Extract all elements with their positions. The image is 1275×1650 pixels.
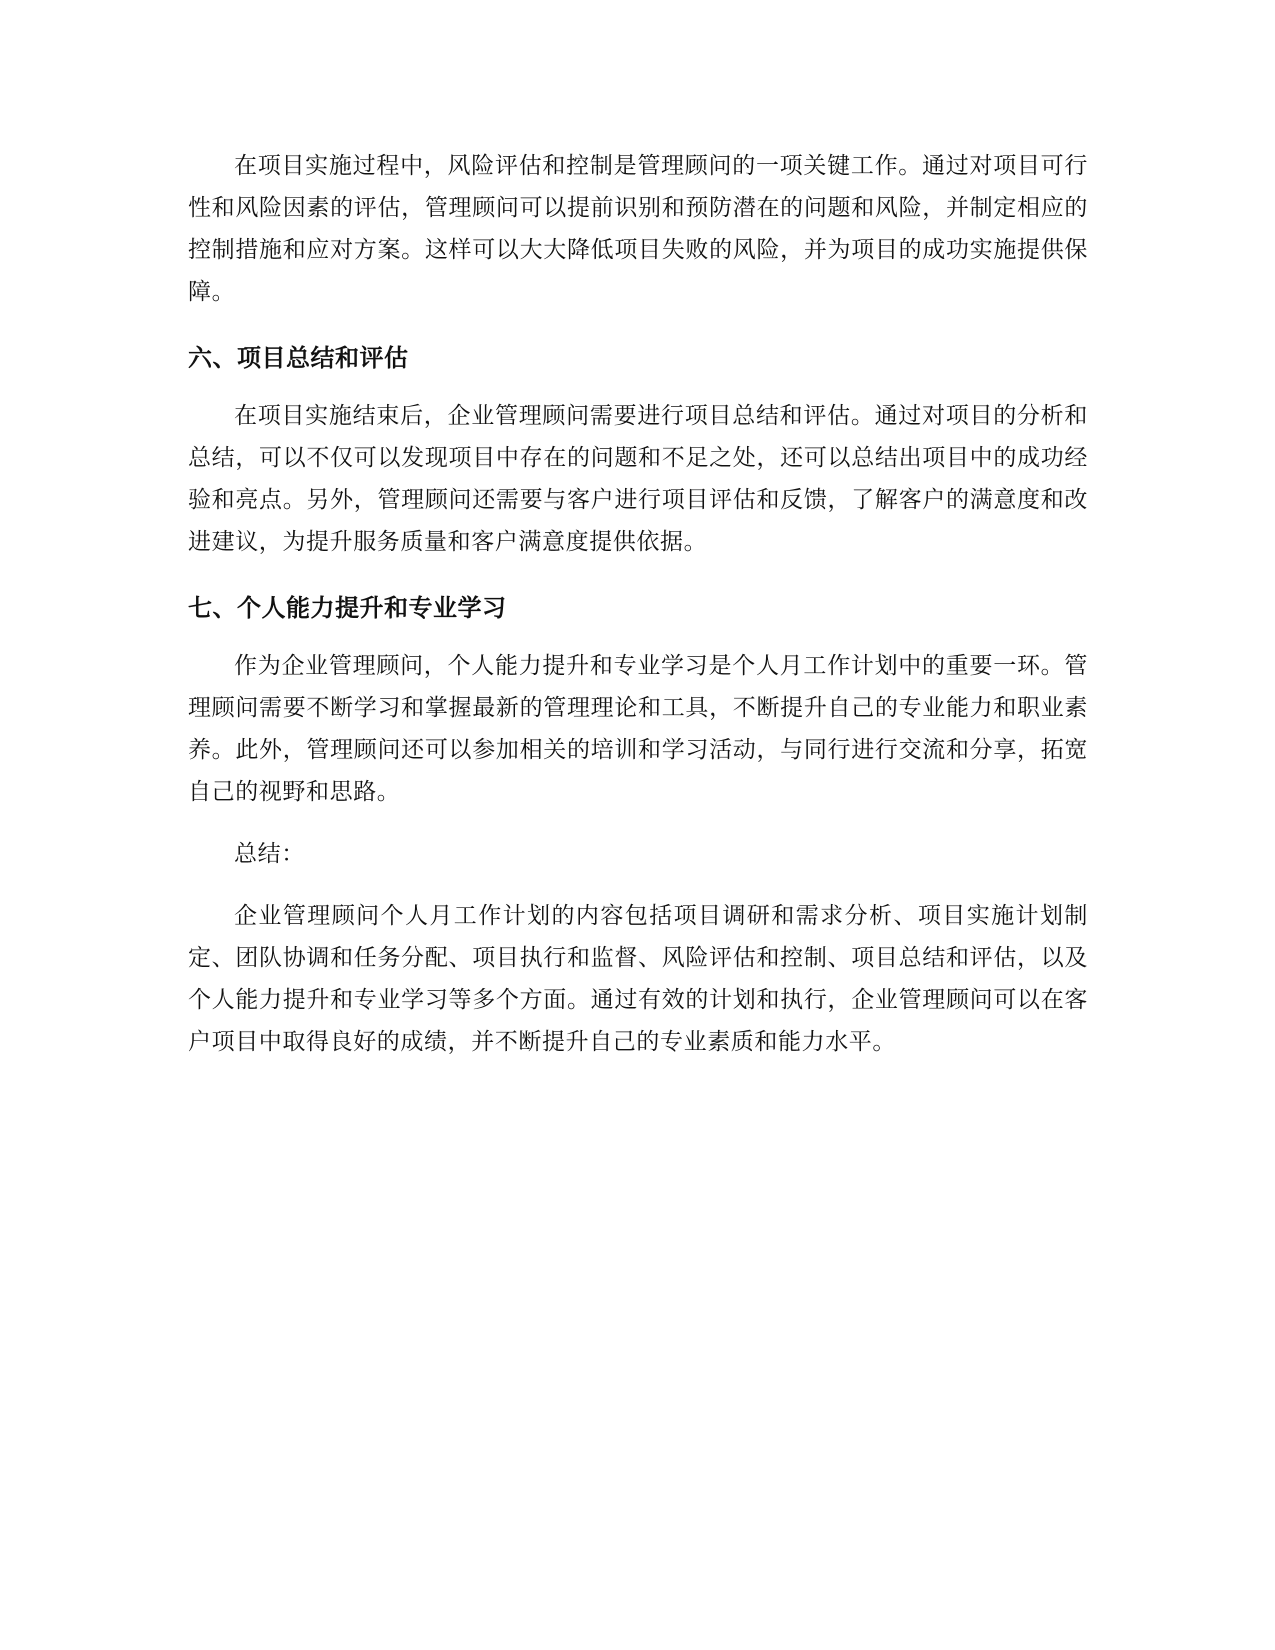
paragraph-summary: 企业管理顾问个人月工作计划的内容包括项目调研和需求分析、项目实施计划制定、团队协调和任务分配、项目执行和监督、风险评估和控制、项目总结和评估，以及个人能力提升和专业学习等多个方面。通过有效的计划和执行，企业管理顾问可以在客户项目中取得良好的成绩，并不断提升自己的专业素质和能力水平。 bbox=[188, 903, 1088, 1055]
paragraph-risk-control: 在项目实施过程中，风险评估和控制是管理顾问的一项关键工作。通过对项目可行性和风险因素的评估，管理顾问可以提前识别和预防潜在的问题和风险，并制定相应的控制措施和应对方案。这样可以大大降低项目失败的风险，并为项目的成功实施提供保障。 bbox=[188, 153, 1088, 305]
section-7-heading: 七、个人能力提升和专业学习 bbox=[188, 594, 507, 622]
document-body bbox=[188, 145, 1088, 1063]
summary-label: 总结： bbox=[234, 841, 305, 867]
section-6-heading: 六、项目总结和评估 bbox=[188, 344, 409, 372]
paragraph-project-summary: 在项目实施结束后，企业管理顾问需要进行项目总结和评估。通过对项目的分析和总结，可以不仅可以发现项目中存在的问题和不足之处，还可以总结出项目中的成功经验和亮点。另外，管理顾问还需要与客户进行项目评估和反馈，了解客户的满意度和改进建议，为提升服务质量和客户满意度提供依据。 bbox=[188, 403, 1088, 555]
paragraph-personal-development: 作为企业管理顾问，个人能力提升和专业学习是个人月工作计划中的重要一环。管理顾问需要不断学习和掌握最新的管理理论和工具，不断提升自己的专业能力和职业素养。此外，管理顾问还可以参加相关的培训和学习活动，与同行进行交流和分享，拓宽自己的视野和思路。 bbox=[188, 653, 1088, 805]
